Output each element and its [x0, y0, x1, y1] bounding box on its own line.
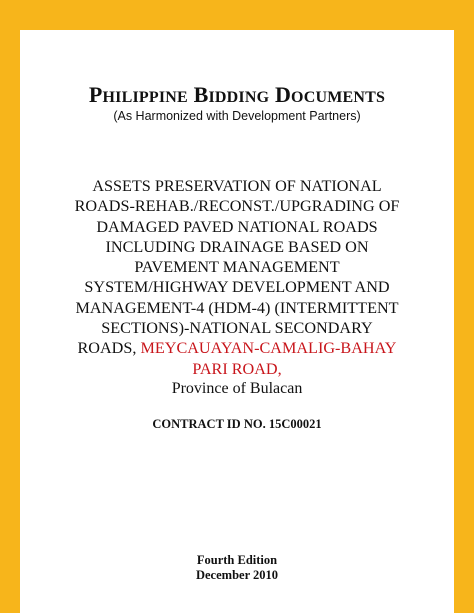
- title-cap-3: D: [274, 82, 292, 107]
- project-line: ASSETS PRESERVATION OF NATIONAL: [92, 177, 382, 195]
- project-line: SECTIONS)-NATIONAL SECONDARY: [101, 319, 373, 338]
- title-rest-1: HILIPPINE: [102, 89, 188, 106]
- title-cap-2: B: [193, 82, 209, 107]
- title-rest-2: IDDING: [208, 89, 270, 106]
- project-line: DAMAGED PAVED NATIONAL ROADS: [96, 217, 378, 236]
- document-subtitle: (As Harmonized with Development Partners): [113, 109, 361, 123]
- project-road-name: MEYCAUAYAN-CAMALIG-BAHAY: [140, 339, 397, 358]
- project-line: INCLUDING DRAINAGE BASED ON: [105, 237, 369, 256]
- project-line: MANAGEMENT-4 (HDM-4) (INTERMITTENT: [75, 298, 399, 317]
- document-title: [20, 82, 454, 108]
- project-line: [50, 338, 424, 358]
- document-page: [20, 30, 454, 613]
- project-line-prefix: ROADS,: [77, 339, 141, 358]
- project-line: PAVEMENT MANAGEMENT: [134, 258, 340, 277]
- project-title: [50, 176, 424, 379]
- title-rest-3: OCUMENTS: [291, 89, 386, 106]
- edition-label: Fourth Edition: [196, 553, 278, 567]
- edition-block: [20, 553, 454, 583]
- project-line: SYSTEM/HIGHWAY DEVELOPMENT AND: [84, 278, 390, 297]
- project-line: ROADS-REHAB./RECONST./UPGRADING OF: [74, 197, 400, 216]
- project-road-name-end: PARI ROAD,: [192, 359, 282, 378]
- title-cap-1: P: [88, 82, 103, 107]
- province-label: Province of Bulacan: [171, 380, 303, 397]
- contract-id: CONTRACT ID NO. 15C00021: [152, 417, 322, 431]
- edition-date: December 2010: [195, 568, 279, 582]
